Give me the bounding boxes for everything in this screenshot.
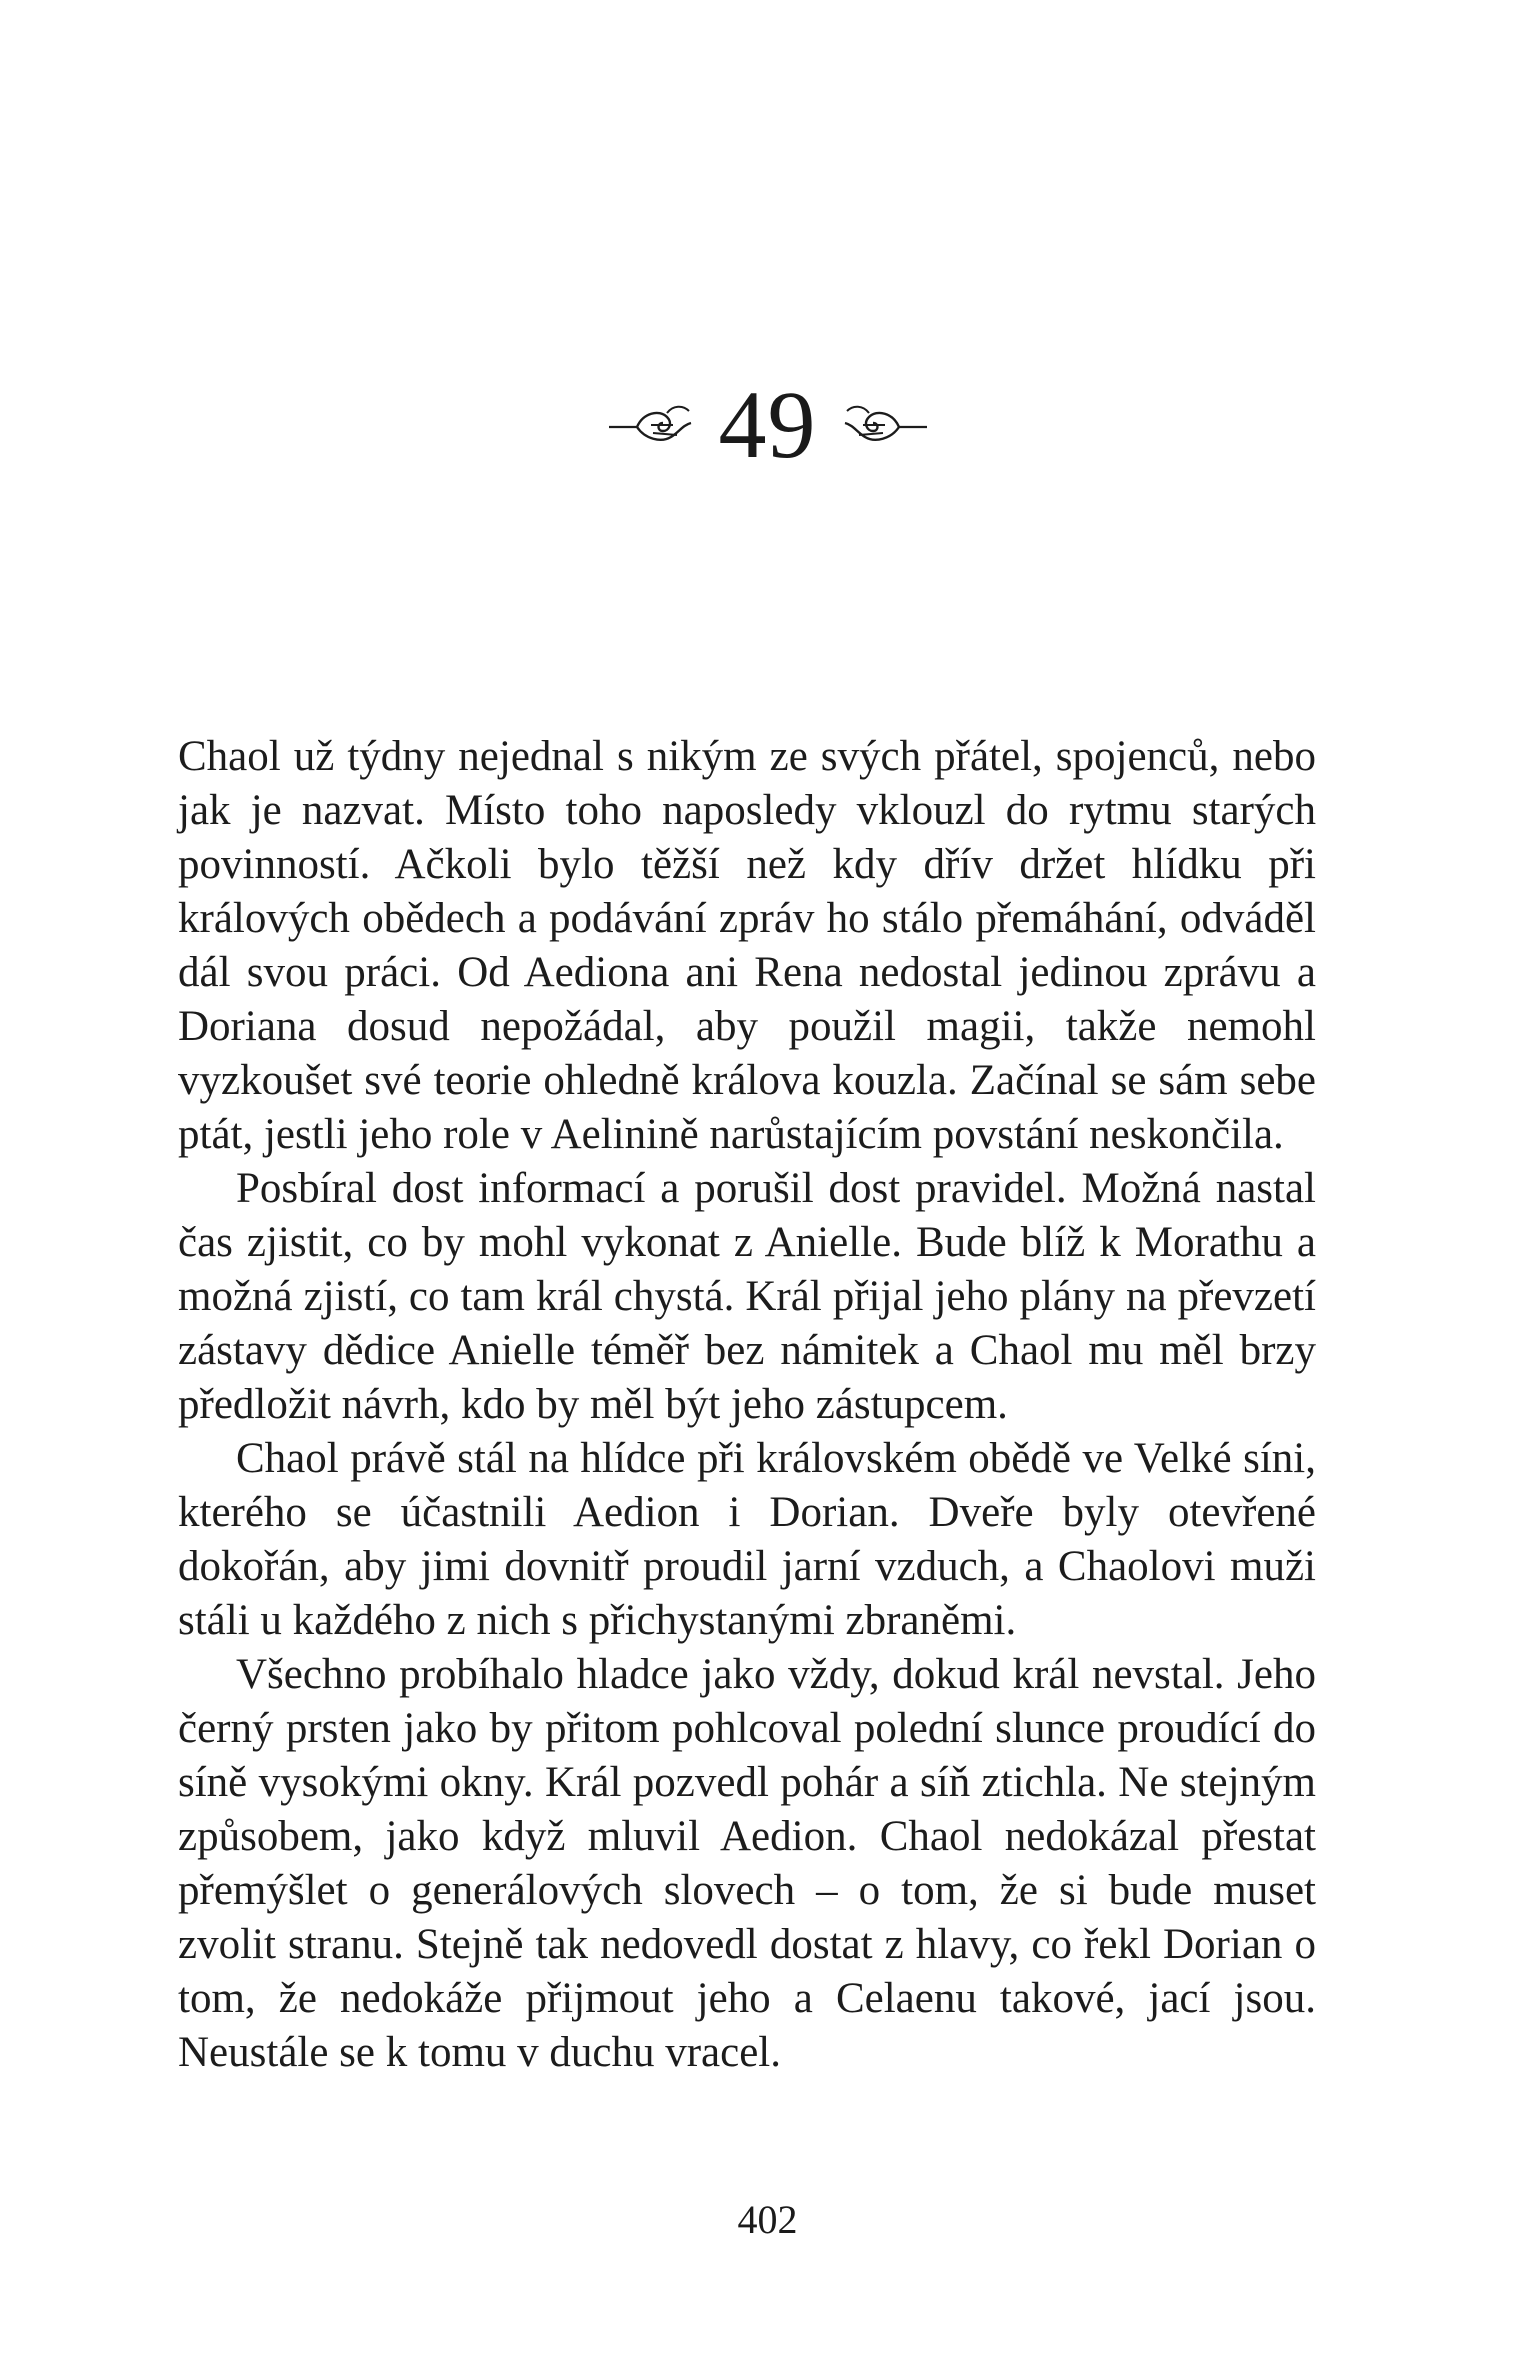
page-number: 402 bbox=[737, 2197, 798, 2242]
chapter-number: 49 bbox=[718, 371, 817, 478]
paragraph: Posbíral dost informací a porušil dost pravidel. Možná nastal čas zjistit, co by mohl vykonat z Anielle. Bude blíž k Morathu a možná zjistí, co tam král chystá. Král přijal jeho plány na převzetí zástavy dědice Anielle téměř bez námitek a Chaol mu měl brzy předložit návrh, kdo by měl být jeho zástupcem. bbox=[178, 1165, 1316, 1428]
right-flourish-icon bbox=[839, 395, 929, 455]
paragraph: Chaol právě stál na hlídce při královském obědě ve Velké síni, kterého se účastnili Aedion i Dorian. Dveře byly otevřené dokořán, aby jimi dovnitř proudil jarní vzduch, a Chaolovi muži stáli u každého z nich s přichystanými zbraněmi. bbox=[178, 1435, 1316, 1644]
paragraph: Všechno probíhalo hladce jako vždy, dokud král nevstal. Jeho černý prsten jako by přitom pohlcoval polední slunce proudící do síně vysokými okny. Král pozvedl pohár a síň ztichla. Ne stejným způsobem, jako když mluvil Aedion. Chaol nedokázal přestat přemýšlet o generálových slovech – o tom, že si bude muset zvolit stranu. Stejně tak nedovedl dostat z hlavy, co řekl Dorian o tom, že nedokáže přijmout jeho a Celaenu takové, jací jsou. Neustále se k tomu v duchu vracel. bbox=[178, 1651, 1316, 2076]
paragraph: Chaol už týdny nejednal s nikým ze svých přátel, spojenců, nebo jak je nazvat. Místo toho naposledy vklouzl do rytmu starých povinností. Ačkoli bylo těžší než kdy dřív držet hlídku při králových obědech a podávání zpráv ho stálo přemáhání, odváděl dál svou práci. Od Aediona ani Rena nedostal jedinou zprávu a Doriana dosud nepožádal, aby použil magii, takže nemohl vyzkoušet své teorie ohledně králova kouzla. Začínal se sám sebe ptát, jestli jeho role v Aelinině narůstajícím povstání neskončila. bbox=[178, 733, 1316, 1158]
chapter-heading bbox=[0, 360, 1535, 490]
left-flourish-icon bbox=[607, 395, 697, 455]
body-text bbox=[178, 730, 1316, 2080]
